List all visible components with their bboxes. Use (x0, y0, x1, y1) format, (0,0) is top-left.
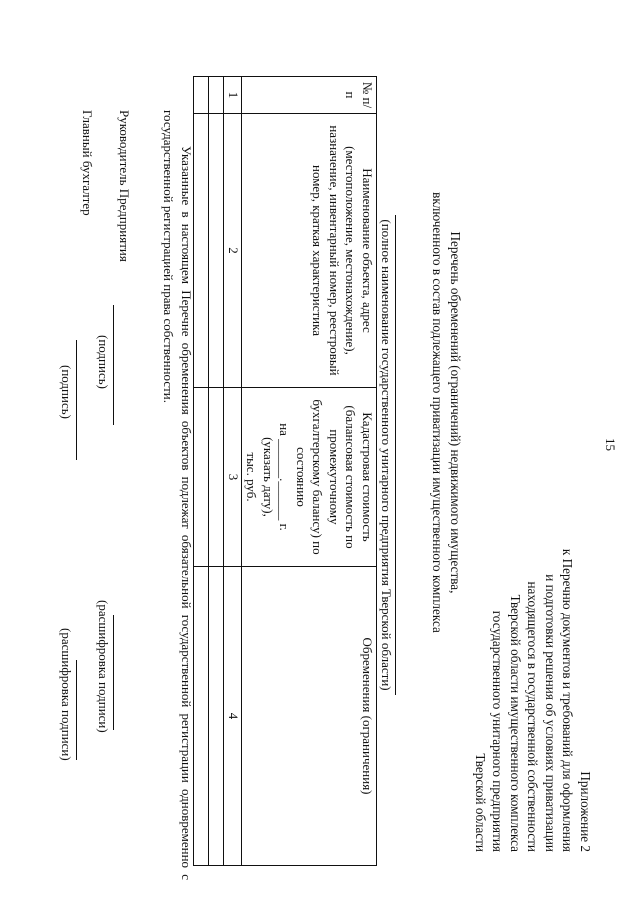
column-number: 3 (224, 388, 242, 567)
column-number: 2 (224, 114, 242, 388)
title-line-1: Перечень обременений (ограничений) недвижимого имущества, (448, 231, 463, 594)
appendix-block (472, 392, 595, 852)
accountant-signature-caption: (подпись) (59, 365, 74, 419)
appendix-line: находящегося в государственной собственности (525, 581, 541, 852)
title-line-2: включенного в состав подлежащего приватизации имущественного комплекса (430, 192, 446, 633)
appendix-line: Тверской области имущественного комплекса (508, 594, 523, 852)
header-value-hint: (указать дату), (261, 437, 276, 517)
head-signature-caption: (подпись) (96, 335, 111, 389)
head-signature-line (113, 305, 114, 425)
accountant-signature-line (76, 340, 77, 460)
document-title (429, 60, 464, 765)
accountant-decryption-line (76, 660, 77, 760)
page-number: 15 (603, 438, 618, 451)
appendix-line: Тверской области (473, 753, 488, 852)
header-value (242, 388, 377, 567)
enterprise-caption: (полное наименование государственного унитарного предприятия Тверской области) (378, 215, 396, 695)
head-decryption-caption: (расшифровка подписи) (96, 600, 111, 733)
table-cell (194, 388, 209, 567)
table-header-row (242, 77, 377, 866)
table-row (209, 77, 224, 866)
head-decryption-line (113, 615, 114, 730)
table-number-row (224, 77, 242, 866)
appendix-line: и подготовки решения об условиях приватизации (543, 574, 558, 852)
table-cell (209, 388, 224, 567)
accountant-label: Главный бухгалтер (80, 110, 95, 216)
column-number: 1 (224, 77, 242, 114)
column-number: 4 (224, 567, 242, 866)
table-cell (209, 114, 224, 388)
registration-note (160, 110, 195, 880)
header-value-text: Кадастровая стоимость (балансовая стоимость по промежуточному бухгалтерскому балансу) по состоянию (294, 399, 375, 555)
accountant-decryption-caption: (расшифровка подписи) (59, 628, 74, 761)
appendix-line: государственного унитарного предприятия (490, 610, 506, 852)
header-value-date: на ______.______ г. (277, 423, 293, 531)
head-label: Руководитель Предприятия (117, 110, 132, 262)
appendix-line: Приложение 2 (578, 771, 593, 852)
header-object: Наименование объекта, адрес (местоположение, местонахождение), назначение, инвентарный номер, реестровый номер, краткая характеристика (242, 114, 377, 388)
table-cell (209, 77, 224, 114)
header-value-unit: тыс. руб. (244, 452, 260, 502)
table-cell (209, 567, 224, 866)
table-row (194, 77, 209, 866)
table-cell (194, 77, 209, 114)
header-encumbrance: Обременения (ограничения) (242, 567, 377, 866)
header-number: № п/п (242, 77, 377, 114)
note-text: Указанные в настоящем Перечне обременения объектов подлежат обязательной государственной регистрации одновременно с государственной регистрацией права собственности. (161, 110, 194, 880)
encumbrance-table (194, 76, 378, 866)
appendix-line: к Перечню документов и требований для оформления (560, 548, 576, 852)
table-cell (194, 114, 209, 388)
table-cell (194, 567, 209, 866)
